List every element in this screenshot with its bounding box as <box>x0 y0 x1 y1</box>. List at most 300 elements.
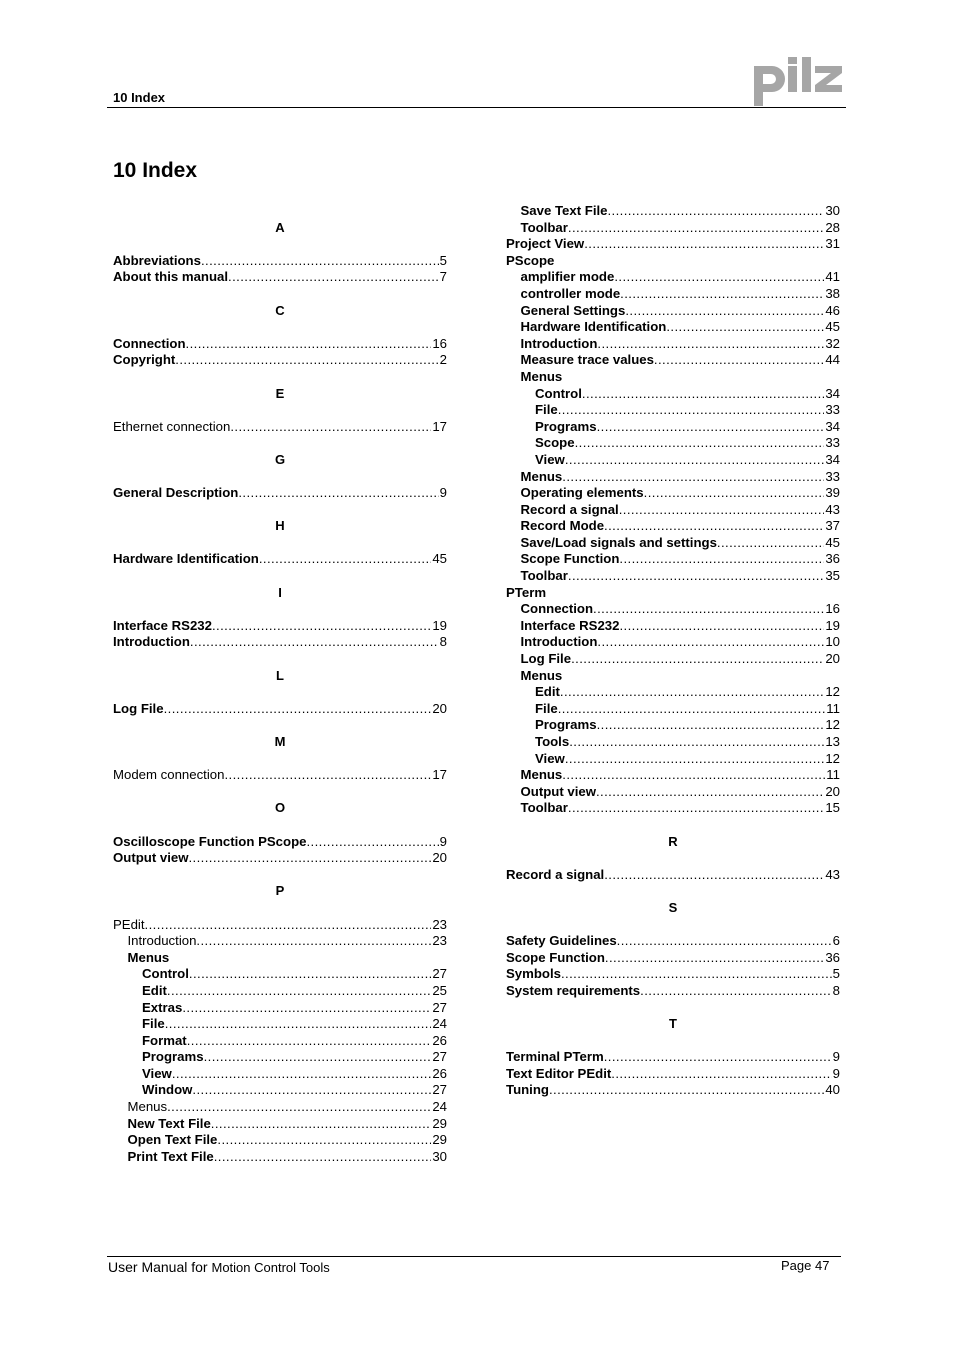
spacer <box>506 883 840 900</box>
dot-leader <box>569 734 824 751</box>
index-entry[interactable] <box>113 618 447 635</box>
index-entry[interactable] <box>506 419 840 436</box>
dot-leader <box>558 701 826 718</box>
index-entry[interactable] <box>113 1000 447 1017</box>
index-entry[interactable] <box>506 950 840 967</box>
dot-leader <box>568 568 824 585</box>
index-entry-label: PEdit <box>113 916 145 932</box>
index-entry-label: Record a signal <box>506 866 605 882</box>
index-subheading-label: Menus <box>520 667 563 683</box>
dot-leader <box>568 800 824 817</box>
index-entry-label: Control <box>142 966 189 982</box>
footer-page-number: Page 47 <box>781 1258 830 1273</box>
index-entry[interactable] <box>113 1033 447 1050</box>
index-letter-heading: R <box>668 833 678 849</box>
index-entry-label: Introduction <box>113 634 190 650</box>
index-entry-page: 25 <box>432 982 447 998</box>
index-entry-page: 9 <box>439 485 447 501</box>
dot-leader <box>549 1082 824 1099</box>
index-entry-label: Menus <box>127 1099 168 1115</box>
index-entry-label: Tuning <box>506 1082 549 1098</box>
index-letter-heading: I <box>278 584 282 600</box>
index-entry[interactable] <box>113 253 447 270</box>
dot-leader <box>172 1066 432 1083</box>
index-entry-page: 44 <box>825 352 840 368</box>
index-entry-page: 33 <box>825 435 840 451</box>
dot-leader <box>167 983 431 1000</box>
dot-leader <box>597 634 824 651</box>
dot-leader <box>165 1016 432 1033</box>
index-entry[interactable] <box>506 286 840 303</box>
page-title: 10 Index <box>113 159 198 182</box>
index-entry-page: 9 <box>832 1065 840 1081</box>
index-entry-label: Format <box>142 1032 187 1048</box>
index-entry-label: Log File <box>113 700 164 716</box>
index-subheading <box>506 668 840 685</box>
index-entry-page: 30 <box>432 1148 447 1164</box>
index-letter-heading: L <box>276 667 284 683</box>
index-letter-heading: P <box>275 883 285 899</box>
index-entry[interactable] <box>506 303 840 320</box>
pilz-logo <box>752 56 844 108</box>
dot-leader <box>201 253 439 270</box>
index-entry-label: General Description <box>113 485 239 501</box>
index-entry-page: 27 <box>432 966 447 982</box>
dot-leader <box>593 601 824 618</box>
index-entry-label: Output view <box>113 850 189 866</box>
index-entry-label: Interface RS232 <box>520 617 620 633</box>
index-entry-page: 6 <box>832 933 840 949</box>
index-entry-label: Log File <box>520 651 572 667</box>
index-entry[interactable] <box>506 867 840 884</box>
index-entry[interactable] <box>113 1149 447 1166</box>
dot-leader <box>619 551 824 568</box>
dot-leader <box>625 303 824 320</box>
footer-document-title <box>108 1259 330 1275</box>
index-entry-page: 39 <box>825 485 840 501</box>
index-entry-label: Toolbar <box>520 219 568 235</box>
index-entry-label: View <box>535 750 565 766</box>
spacer <box>113 817 447 834</box>
index-entry-page: 31 <box>825 236 840 252</box>
index-entry[interactable] <box>506 518 840 535</box>
header-rule <box>107 107 846 108</box>
spacer <box>113 319 447 336</box>
index-letter-heading: M <box>274 734 286 749</box>
index-entry-page: 27 <box>432 1049 447 1065</box>
index-entry[interactable] <box>113 1066 447 1083</box>
dot-leader <box>619 502 825 519</box>
dot-leader <box>604 867 824 884</box>
index-column-left <box>113 203 447 1165</box>
dot-leader <box>192 1082 431 1099</box>
spacer <box>113 751 447 768</box>
index-entry[interactable] <box>113 551 447 568</box>
index-entry-label: View <box>535 451 565 467</box>
index-entry-page: 13 <box>825 734 840 749</box>
dot-leader <box>568 220 824 237</box>
index-entry-page: 27 <box>432 1082 447 1098</box>
index-entry-label: controller mode <box>520 285 621 301</box>
dot-leader <box>604 1049 832 1066</box>
index-entry-label: Symbols <box>506 966 561 982</box>
index-entry-label: Menus <box>520 767 563 783</box>
dot-leader <box>214 1149 432 1166</box>
index-entry[interactable] <box>506 1082 840 1099</box>
spacer <box>506 1033 840 1050</box>
index-letter-heading: S <box>668 899 678 915</box>
index-entry-page: 11 <box>826 700 840 716</box>
dot-leader <box>575 435 825 452</box>
spacer <box>113 435 447 452</box>
index-entry[interactable] <box>113 850 447 867</box>
spacer <box>113 236 447 253</box>
index-entry[interactable] <box>506 352 840 369</box>
spacer <box>113 867 447 884</box>
index-entry-label: Extras <box>142 999 183 1015</box>
index-entry-page: 20 <box>432 700 447 716</box>
index-entry[interactable] <box>506 402 840 419</box>
index-entry-page: 17 <box>432 418 447 434</box>
index-entry[interactable] <box>506 502 840 519</box>
index-entry[interactable] <box>506 535 840 552</box>
index-entry-label: New Text File <box>127 1115 211 1131</box>
index-entry-label: Window <box>142 1082 193 1098</box>
index-entry-page: 9 <box>832 1049 840 1065</box>
index-entry[interactable] <box>506 634 840 651</box>
index-entry-page: 46 <box>825 302 840 318</box>
index-entry-label: Introduction <box>127 933 197 949</box>
spacer <box>113 469 447 486</box>
spacer <box>113 286 447 303</box>
index-entry[interactable] <box>506 236 840 253</box>
index-entry-label: File <box>535 700 558 716</box>
dot-leader <box>654 352 824 369</box>
index-entry-label: Project View <box>506 236 585 252</box>
index-entry-label: Scope <box>535 435 575 451</box>
dot-leader <box>228 269 439 286</box>
index-entry-label: Introduction <box>520 335 598 351</box>
index-entry-label: Oscilloscope Function PScope <box>113 833 307 849</box>
dot-leader <box>230 419 431 436</box>
index-entry[interactable] <box>506 319 840 336</box>
index-entry[interactable] <box>113 983 447 1000</box>
index-entry[interactable] <box>506 933 840 950</box>
index-entry[interactable] <box>506 469 840 486</box>
index-subheading-label: PScope <box>506 252 555 268</box>
index-entry[interactable] <box>113 1049 447 1066</box>
dot-leader <box>562 469 824 486</box>
index-subheading-label: Menus <box>127 949 170 965</box>
index-letter-heading: O <box>274 800 286 816</box>
index-entry-page: 8 <box>439 634 447 650</box>
index-entry[interactable] <box>506 551 840 568</box>
index-entry-label: Menus <box>520 468 563 484</box>
dot-leader <box>597 717 825 734</box>
dot-leader <box>558 402 825 419</box>
spacer <box>113 568 447 585</box>
index-entry-page: 40 <box>825 1082 840 1098</box>
index-entry[interactable] <box>506 203 840 220</box>
index-entry-page: 7 <box>439 269 447 285</box>
dot-leader <box>666 319 824 336</box>
index-entry-label: Control <box>535 385 582 401</box>
index-entry-page: 34 <box>825 451 840 467</box>
index-entry-label: Abbreviations <box>113 252 201 268</box>
index-column-right <box>506 203 840 1099</box>
index-entry-page: 8 <box>832 982 840 998</box>
index-entry[interactable] <box>506 618 840 635</box>
index-entry[interactable] <box>506 435 840 452</box>
dot-leader <box>189 966 431 983</box>
index-entry-label: Programs <box>535 418 597 434</box>
footer-title-main: User Manual for <box>108 1259 212 1275</box>
index-entry-label: Terminal PTerm <box>506 1049 604 1065</box>
index-entry[interactable] <box>113 419 447 436</box>
index-entry[interactable] <box>113 917 447 934</box>
index-entry-label: Toolbar <box>520 568 568 584</box>
index-entry-label: File <box>142 1016 165 1032</box>
index-entry[interactable] <box>506 336 840 353</box>
dot-leader <box>617 933 832 950</box>
index-entry[interactable] <box>113 1116 447 1133</box>
dot-leader <box>190 634 439 651</box>
index-entry-label: Ethernet connection <box>113 418 231 434</box>
index-entry-label: View <box>142 1065 172 1081</box>
dot-leader <box>212 618 431 635</box>
index-entry[interactable] <box>506 684 840 701</box>
dot-leader <box>562 767 825 784</box>
index-entry[interactable] <box>506 601 840 618</box>
spacer <box>506 1000 840 1017</box>
index-entry-page: 20 <box>825 651 840 667</box>
index-entry-page: 45 <box>432 551 447 567</box>
index-entry-page: 20 <box>432 850 447 866</box>
index-entry-label: Introduction <box>520 634 598 650</box>
index-entry-page: 19 <box>432 617 447 633</box>
index-letter-heading: A <box>275 219 285 235</box>
dot-leader <box>186 336 432 353</box>
index-entry[interactable] <box>113 1099 447 1116</box>
index-entry[interactable] <box>506 767 840 784</box>
dot-leader <box>571 651 824 668</box>
index-entry-page: 35 <box>825 568 840 584</box>
index-entry-label: Programs <box>535 717 597 733</box>
index-entry-label: Hardware Identification <box>113 551 259 567</box>
index-letter-heading: H <box>275 518 285 534</box>
index-subheading <box>506 253 840 270</box>
index-entry[interactable] <box>506 568 840 585</box>
dot-leader <box>596 784 824 801</box>
index-entry-label: Output view <box>520 783 596 799</box>
index-entry-label: Save Text File <box>520 203 608 218</box>
index-entry-page: 5 <box>439 252 447 268</box>
dot-leader <box>565 751 825 768</box>
spacer <box>113 651 447 668</box>
index-entry[interactable] <box>506 220 840 237</box>
spacer <box>113 369 447 386</box>
index-entry[interactable] <box>113 336 447 353</box>
dot-leader <box>238 485 438 502</box>
index-entry-page: 30 <box>825 203 840 218</box>
dot-leader <box>597 419 825 436</box>
index-entry-label: Scope Function <box>520 551 620 567</box>
index-entry[interactable] <box>506 386 840 403</box>
index-entry-page: 19 <box>825 617 840 633</box>
index-entry[interactable] <box>113 485 447 502</box>
index-entry-page: 37 <box>825 518 840 534</box>
dot-leader <box>167 1099 431 1116</box>
index-entry-page: 36 <box>825 949 840 965</box>
index-entry[interactable] <box>506 734 840 751</box>
index-entry-label: Tools <box>535 734 570 749</box>
dot-leader <box>582 386 824 403</box>
index-entry-page: 15 <box>825 800 840 816</box>
index-entry-label: Text Editor PEdit <box>506 1065 612 1081</box>
index-entry-page: 43 <box>825 866 840 882</box>
dot-leader <box>644 485 825 502</box>
index-entry[interactable] <box>506 1066 840 1083</box>
spacer <box>113 684 447 701</box>
index-entry-page: 36 <box>825 551 840 567</box>
index-entry-label: About this manual <box>113 269 229 285</box>
index-entry-page: 12 <box>825 750 840 766</box>
index-entry[interactable] <box>506 701 840 718</box>
dot-leader <box>611 1066 831 1083</box>
spacer <box>113 402 447 419</box>
spacer <box>113 900 447 917</box>
index-entry[interactable] <box>113 834 447 851</box>
index-entry[interactable] <box>113 933 447 950</box>
index-entry[interactable] <box>506 966 840 983</box>
index-entry-page: 24 <box>432 1016 447 1032</box>
dot-leader <box>605 950 824 967</box>
index-entry-label: Copyright <box>113 352 176 368</box>
index-entry[interactable] <box>506 485 840 502</box>
index-entry-page: 38 <box>825 285 840 301</box>
index-entry[interactable] <box>113 269 447 286</box>
spacer <box>113 601 447 618</box>
index-entry-label: Scope Function <box>506 949 605 965</box>
index-entry-label: Safety Guidelines <box>506 933 617 949</box>
index-entry-label: Edit <box>142 982 167 998</box>
spacer <box>113 784 447 801</box>
dot-leader <box>175 352 438 369</box>
index-entry[interactable] <box>506 784 840 801</box>
index-entry-page: 34 <box>825 418 840 434</box>
index-entry[interactable] <box>506 800 840 817</box>
index-entry-page: 5 <box>832 966 840 982</box>
index-entry-page: 16 <box>825 601 840 617</box>
index-entry-page: 43 <box>825 501 840 517</box>
dot-leader <box>604 518 824 535</box>
dot-leader <box>619 618 824 635</box>
index-entry-label: Toolbar <box>520 800 568 816</box>
index-entry-page: 29 <box>432 1132 447 1148</box>
index-entry[interactable] <box>506 452 840 469</box>
index-entry[interactable] <box>113 1082 447 1099</box>
index-entry-page: 24 <box>432 1099 447 1115</box>
index-entry-label: Hardware Identification <box>520 319 667 335</box>
index-entry[interactable] <box>113 1016 447 1033</box>
dot-leader <box>597 336 824 353</box>
footer-title-product: Motion Control Tools <box>211 1260 330 1275</box>
index-entry-page: 23 <box>432 916 447 932</box>
index-entry[interactable] <box>113 767 447 784</box>
index-entry-label: Record Mode <box>520 518 605 534</box>
dot-leader <box>607 203 824 220</box>
dot-leader <box>145 917 432 934</box>
dot-leader <box>211 1116 432 1133</box>
index-entry-page: 16 <box>432 335 447 351</box>
index-entry-page: 11 <box>826 767 840 783</box>
index-entry-page: 17 <box>432 767 447 783</box>
index-entry-label: Save/Load signals and settings <box>520 534 717 550</box>
index-entry[interactable] <box>506 269 840 286</box>
dot-leader <box>620 286 824 303</box>
index-entry-label: amplifier mode <box>520 269 615 285</box>
spacer <box>113 535 447 552</box>
index-entry[interactable] <box>113 1132 447 1149</box>
index-entry-page: 10 <box>825 634 840 650</box>
index-entry-page: 32 <box>825 335 840 351</box>
index-entry[interactable] <box>506 1049 840 1066</box>
index-entry[interactable] <box>113 966 447 983</box>
dot-leader <box>204 1049 432 1066</box>
dot-leader <box>717 535 824 552</box>
spacer <box>113 502 447 519</box>
index-entry-label: File <box>535 402 558 418</box>
dot-leader <box>561 966 832 983</box>
dot-leader <box>187 1033 432 1050</box>
index-entry[interactable] <box>506 983 840 1000</box>
index-entry[interactable] <box>113 701 447 718</box>
index-entry[interactable] <box>506 751 840 768</box>
dot-leader <box>306 834 438 851</box>
dot-leader <box>196 933 431 950</box>
dot-leader <box>182 1000 431 1017</box>
dot-leader <box>565 452 825 469</box>
index-entry-label: Print Text File <box>127 1148 214 1164</box>
index-entry-label: System requirements <box>506 982 641 998</box>
index-entry-label: Open Text File <box>127 1132 218 1148</box>
index-entry-page: 29 <box>432 1115 447 1131</box>
dot-leader <box>614 269 824 286</box>
spacer <box>506 850 840 867</box>
running-header: 10 Index <box>113 90 166 105</box>
index-entry-page: 23 <box>432 933 447 949</box>
index-entry-label: Modem connection <box>113 767 225 783</box>
spacer <box>113 717 447 734</box>
index-entry-page: 33 <box>825 468 840 484</box>
dot-leader <box>640 983 832 1000</box>
dot-leader <box>259 551 432 568</box>
dot-leader <box>164 701 432 718</box>
index-entry-page: 2 <box>439 352 447 368</box>
footer-rule <box>107 1256 841 1257</box>
index-entry-page: 26 <box>432 1032 447 1048</box>
index-entry[interactable] <box>113 352 447 369</box>
index-entry-page: 27 <box>432 999 447 1015</box>
index-entry-label: Measure trace values <box>520 352 654 368</box>
index-entry-page: 45 <box>825 319 840 335</box>
index-entry[interactable] <box>506 651 840 668</box>
index-entry[interactable] <box>506 717 840 734</box>
spacer <box>506 817 840 834</box>
index-entry-page: 9 <box>439 833 447 849</box>
index-entry-page: 20 <box>825 783 840 799</box>
index-entry[interactable] <box>113 634 447 651</box>
